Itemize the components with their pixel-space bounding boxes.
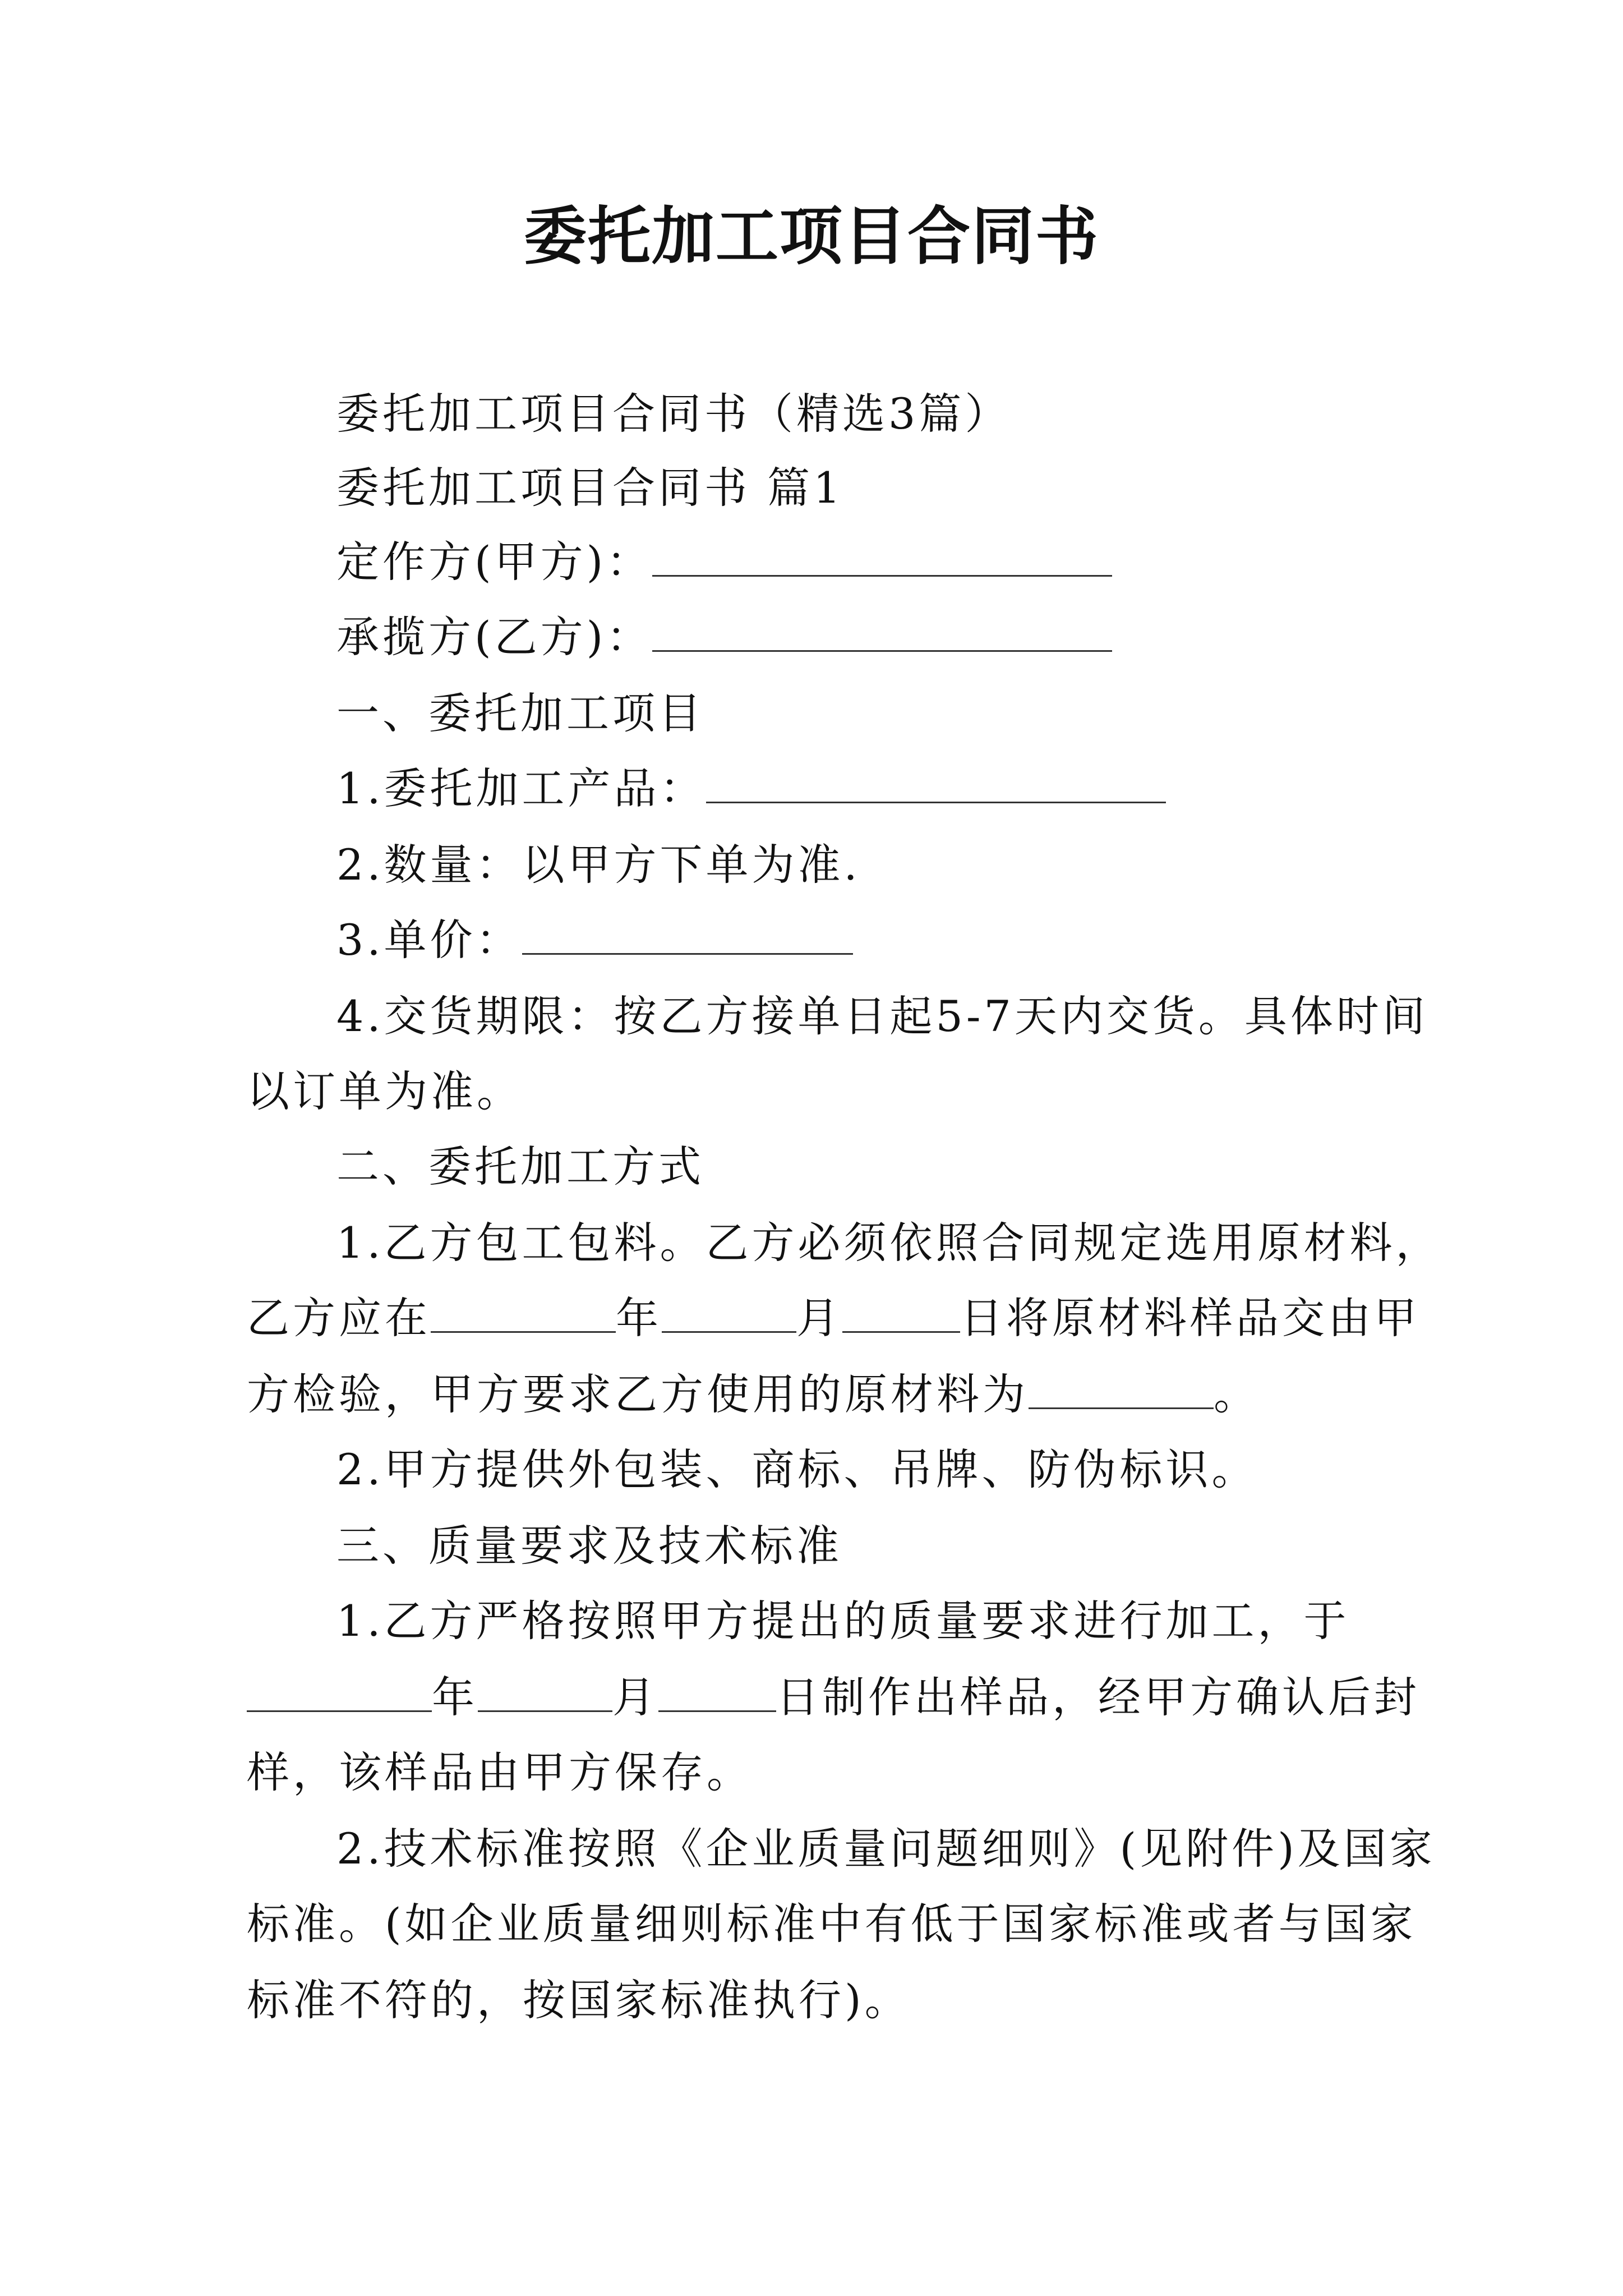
section-1-heading: 一、委托加工项目 (336, 688, 704, 738)
text-segment: 日制作出样品，经甲方确认后封 (776, 1672, 1420, 1722)
product-line (247, 761, 1385, 817)
sample-day-blank (658, 1673, 776, 1712)
section-2-heading: 二、委托加工方式 (336, 1142, 704, 1191)
unit-price-label: 3.单价： (336, 915, 522, 965)
month-blank (662, 1294, 796, 1333)
delivery-line-1: 4.交货期限：按乙方接单日起5-7天内交货。具体时间 (336, 991, 1428, 1041)
method-line-2 (247, 1290, 1420, 1346)
year-blank (431, 1294, 616, 1333)
unit-price-blank (522, 916, 853, 955)
section-3-heading: 三、质量要求及技术标准 (336, 1521, 842, 1571)
party-a-label: 定作方(甲方)： (336, 537, 653, 587)
party-b-blank (652, 613, 1112, 652)
subtitle-part-1: 委托加工项目合同书 篇1 (336, 463, 844, 513)
unit-price-line (247, 912, 1385, 968)
quantity-line: 2.数量：以甲方下单为准. (336, 840, 861, 890)
quality-line-3: 样，该样品由甲方保存。 (247, 1747, 753, 1797)
packaging-line: 2.甲方提供外包装、商标、吊牌、防伪标识。 (336, 1444, 1258, 1494)
text-segment: 方检验，甲方要求乙方使用的原材料为 (247, 1369, 1029, 1419)
standard-line-2: 标准。(如企业质量细则标准中有低于国家标准或者与国家 (247, 1899, 1417, 1949)
party-a-line (247, 534, 1385, 590)
quality-line-2 (247, 1669, 1420, 1726)
material-blank (1029, 1370, 1214, 1409)
party-b-label: 承揽方(乙方)： (336, 612, 653, 662)
party-a-blank (652, 538, 1112, 577)
product-label: 1.委托加工产品： (336, 763, 706, 813)
quality-line-1: 1.乙方严格按照甲方提出的质量要求进行加工，于 (336, 1596, 1350, 1646)
sample-month-blank (478, 1673, 612, 1712)
sample-year-blank (247, 1673, 432, 1712)
delivery-line-2: 以订单为准。 (247, 1066, 523, 1116)
method-line-3 (247, 1366, 1385, 1423)
standard-line-1: 2.技术标准按照《企业质量问题细则》(见附件)及国家 (336, 1824, 1436, 1874)
year-label: 年 (432, 1672, 478, 1722)
subtitle-selection: 委托加工项目合同书（精选3篇） (336, 389, 1011, 439)
day-blank (842, 1294, 960, 1333)
product-blank (706, 765, 1166, 803)
method-line-1: 1.乙方包工包料。乙方必须依照合同规定选用原材料， (336, 1218, 1442, 1268)
text-segment: 乙方应在 (247, 1293, 431, 1343)
month-label: 月 (796, 1293, 842, 1343)
document-title: 委托加工项目合同书 (524, 200, 1099, 273)
standard-line-3: 标准不符的，按国家标准执行)。 (247, 1975, 911, 2025)
text-segment: 日将原材料样品交由甲 (960, 1293, 1420, 1343)
party-b-line (247, 609, 1385, 665)
month-label: 月 (612, 1672, 658, 1722)
year-label: 年 (616, 1293, 662, 1343)
text-segment: 。 (1214, 1369, 1260, 1419)
